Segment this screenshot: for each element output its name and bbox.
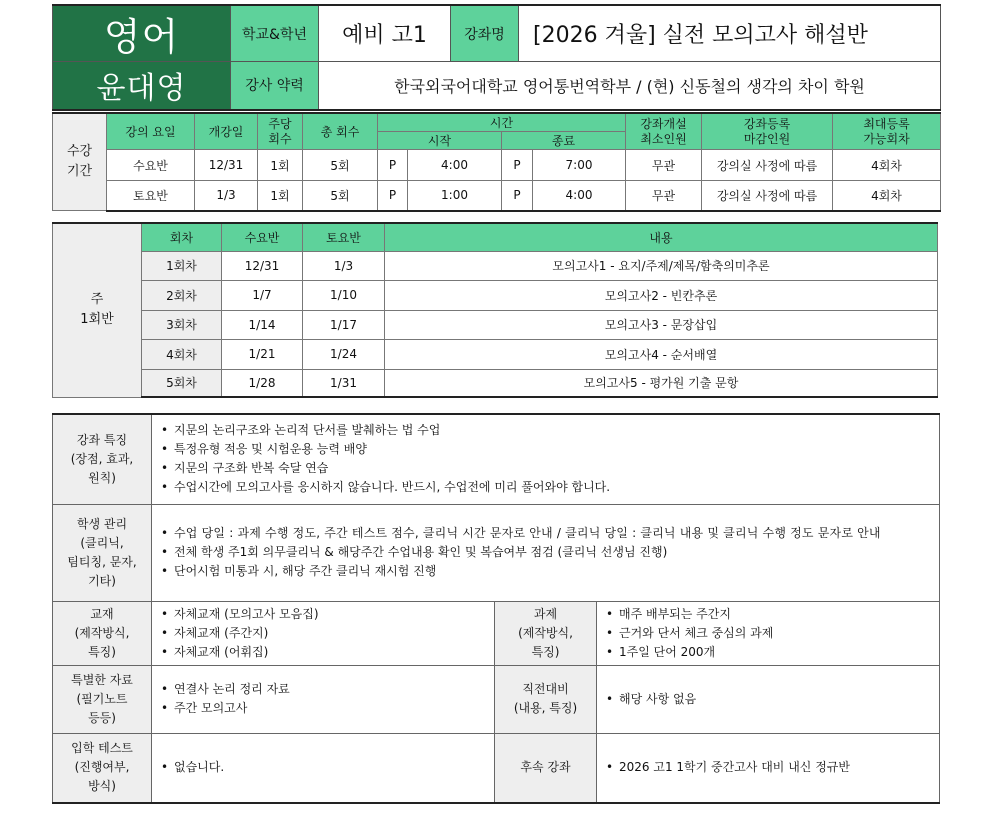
list-item: • 자체교재 (모의고사 모음집)	[160, 605, 486, 624]
row-max: 4회차	[833, 150, 941, 181]
row-start-ampm: P	[378, 150, 408, 181]
exam-prep-label-line2: (내용, 특징)	[513, 701, 578, 715]
list-item: • 2026 고1 1학기 중간고사 대비 내신 정규반	[605, 758, 931, 777]
table-row	[53, 150, 941, 181]
list-item: • 없습니다.	[160, 758, 486, 777]
exam-prep-content	[597, 665, 940, 733]
table-row	[53, 310, 938, 339]
textbook-row	[53, 601, 940, 665]
management-label-line4: 기타)	[88, 573, 116, 588]
list-item: • 지문의 논리구조와 논리적 단서를 발췌하는 법 수업	[160, 421, 931, 440]
row-session: 1회차	[142, 251, 222, 280]
course-label: 강좌명	[451, 5, 519, 62]
row-sat: 1/17	[303, 310, 385, 339]
homework-label-line1: 과제	[533, 606, 558, 621]
row-day: 수요반	[107, 150, 195, 181]
features-row	[53, 414, 940, 504]
entrance-label	[53, 733, 152, 803]
list-item: • 수업시간에 모의고사를 응시하지 않습니다. 반드시, 수업전에 미리 풀어와야 합니다.	[160, 478, 931, 497]
row-total: 5회	[303, 181, 378, 211]
col-time-end: 종료	[502, 132, 626, 150]
col-start-date: 개강일	[195, 113, 258, 150]
schedule-label-line1: 수강	[66, 144, 93, 159]
grade-label: 학교&학년	[231, 5, 319, 62]
col-deadline-line2: 마감인원	[743, 131, 791, 146]
course-info-table	[52, 413, 940, 804]
materials-label-line3: 등등)	[88, 710, 116, 725]
exam-prep-label-line1: 직전대비	[522, 682, 569, 696]
row-total: 5회	[303, 150, 378, 181]
row-end-ampm: P	[502, 181, 533, 211]
materials-label-line2: (필기노트	[76, 691, 128, 706]
col-wed: 수요반	[222, 223, 303, 251]
row-content: 모의고사2 - 빈칸추론	[385, 280, 938, 310]
management-content	[152, 504, 940, 601]
row-session: 2회차	[142, 280, 222, 310]
col-total: 총 회수	[303, 113, 378, 150]
list-item: • 해당 사항 없음	[605, 690, 931, 709]
row-wed: 1/7	[222, 280, 303, 310]
entrance-label-line2: (진행여부,	[74, 760, 130, 775]
row-wed: 1/21	[222, 339, 303, 369]
table-row	[53, 181, 941, 211]
teacher-name: 윤대영	[53, 62, 231, 110]
col-min-line2: 최소인원	[640, 131, 687, 146]
weekly-label-line2: 1회반	[80, 312, 114, 328]
col-content: 내용	[385, 223, 938, 251]
materials-label-line1: 특별한 자료	[71, 672, 133, 687]
subject-title: 영어	[103, 15, 180, 59]
features-label-line2: (장점, 효과,	[70, 451, 134, 466]
table-row	[53, 369, 938, 397]
textbook-content	[152, 601, 495, 665]
col-session: 회차	[142, 223, 222, 251]
col-deadline	[702, 113, 833, 150]
row-weekly: 1회	[258, 150, 303, 181]
row-max: 4회차	[833, 181, 941, 211]
col-min-line1: 강좌개설	[640, 116, 687, 131]
schedule-label-line2: 기간	[66, 164, 93, 179]
col-day: 강의 요일	[107, 113, 195, 150]
homework-label-line3: 특징)	[531, 644, 560, 659]
col-min	[626, 113, 702, 150]
homework-content	[597, 601, 940, 665]
homework-label	[495, 601, 597, 665]
row-min: 무관	[626, 150, 702, 181]
row-start-time: 4:00	[408, 150, 502, 181]
management-label	[53, 504, 152, 601]
features-label-line1: 강좌 특징	[76, 432, 128, 447]
subject-cell	[53, 5, 231, 62]
row-sat: 1/31	[303, 369, 385, 397]
list-item: • 지문의 구조화 반복 숙달 연습	[160, 459, 931, 478]
col-weekly-line2: 회수	[268, 131, 292, 146]
row-session: 3회차	[142, 310, 222, 339]
col-time: 시간	[378, 113, 626, 132]
col-time-start: 시작	[378, 132, 502, 150]
course-header-table	[52, 4, 941, 111]
row-deadline: 강의실 사정에 따름	[702, 181, 833, 211]
textbook-label-line3: 특징)	[88, 644, 116, 659]
list-item: • 자체교재 (어휘집)	[160, 643, 486, 662]
textbook-label-line2: (제작방식,	[74, 625, 130, 640]
management-row	[53, 504, 940, 601]
col-sat: 토요반	[303, 223, 385, 251]
course-title: [2026 겨울] 실전 모의고사 해설반	[519, 5, 941, 62]
list-item: • 매주 배부되는 주간지	[605, 605, 931, 624]
col-max	[833, 113, 941, 150]
row-wed: 1/14	[222, 310, 303, 339]
management-label-line3: 팀티칭, 문자,	[67, 554, 137, 569]
weekly-section-label	[53, 223, 142, 397]
row-sat: 1/10	[303, 280, 385, 310]
table-row	[53, 280, 938, 310]
table-row	[53, 251, 938, 280]
row-sat: 1/24	[303, 339, 385, 369]
row-sat: 1/3	[303, 251, 385, 280]
row-start-time: 1:00	[408, 181, 502, 211]
row-end-time: 4:00	[533, 181, 626, 211]
follow-up-label	[495, 733, 597, 803]
materials-content	[152, 665, 495, 733]
entrance-row	[53, 733, 940, 803]
list-item: • 전체 학생 주1회 의무클리닉 & 해당주간 수업내용 확인 및 복습여부 점검 (클리닉 선생님 진행)	[160, 543, 931, 562]
col-deadline-line1: 강좌등록	[743, 116, 791, 131]
row-session: 5회차	[142, 369, 222, 397]
profile-label: 강사 약력	[231, 62, 319, 110]
row-session: 4회차	[142, 339, 222, 369]
management-label-line2: (클리닉,	[80, 535, 124, 550]
row-content: 모의고사1 - 요지/주제/제목/함축의미추론	[385, 251, 938, 280]
row-content: 모의고사4 - 순서배열	[385, 339, 938, 369]
row-start-date: 1/3	[195, 181, 258, 211]
col-max-line1: 최대등록	[863, 116, 910, 131]
features-label-line3: 원칙)	[88, 470, 116, 485]
row-end-time: 7:00	[533, 150, 626, 181]
row-wed: 12/31	[222, 251, 303, 280]
materials-row	[53, 665, 940, 733]
list-item: • 연결사 논리 정리 자료	[160, 680, 486, 699]
row-weekly: 1회	[258, 181, 303, 211]
row-wed: 1/28	[222, 369, 303, 397]
col-weekly-line1: 주당	[268, 116, 292, 131]
table-row	[53, 339, 938, 369]
follow-up-label-line1: 후속 강좌	[520, 760, 571, 775]
features-content	[152, 414, 940, 504]
row-start-ampm: P	[378, 181, 408, 211]
teacher-profile: 한국외국어대학교 영어통번역학부 / (현) 신동철의 생각의 차이 학원	[319, 62, 941, 110]
entrance-label-line3: 방식)	[88, 779, 116, 794]
entrance-content	[152, 733, 495, 803]
weekly-label-line1: 주	[90, 292, 104, 308]
list-item: • 수업 당일 : 과제 수행 정도, 주간 테스트 점수, 클리닉 시간 문자로 안내 / 클리닉 당일 : 클리닉 내용 및 클리닉 수행 정도 문자로 안내	[160, 524, 931, 543]
schedule-table	[52, 112, 941, 212]
list-item: • 근거와 단서 체크 중심의 과제	[605, 624, 931, 643]
textbook-label	[53, 601, 152, 665]
row-start-date: 12/31	[195, 150, 258, 181]
row-content: 모의고사3 - 문장삽입	[385, 310, 938, 339]
col-weekly	[258, 113, 303, 150]
materials-label	[53, 665, 152, 733]
list-item: • 자체교재 (주간지)	[160, 624, 486, 643]
col-max-line2: 가능회차	[863, 131, 910, 146]
row-deadline: 강의실 사정에 따름	[702, 150, 833, 181]
list-item: • 주간 모의고사	[160, 699, 486, 718]
row-content: 모의고사5 - 평가원 기출 문항	[385, 369, 938, 397]
follow-up-content	[597, 733, 940, 803]
weekly-plan-table	[52, 222, 938, 398]
entrance-label-line1: 입학 테스트	[71, 741, 133, 756]
row-min: 무관	[626, 181, 702, 211]
exam-prep-label	[495, 665, 597, 733]
list-item: • 단어시험 미통과 시, 해당 주간 클리닉 재시험 진행	[160, 562, 931, 581]
grade-value: 예비 고1	[319, 5, 451, 62]
management-label-line1: 학생 관리	[76, 516, 128, 531]
homework-label-line2: (제작방식,	[518, 625, 573, 640]
list-item: • 특정유형 적응 및 시험운용 능력 배양	[160, 440, 931, 459]
list-item: • 1주일 단어 200개	[605, 643, 931, 662]
features-label	[53, 414, 152, 504]
row-end-ampm: P	[502, 150, 533, 181]
row-day: 토요반	[107, 181, 195, 211]
schedule-section-label	[53, 113, 107, 211]
textbook-label-line1: 교재	[90, 606, 114, 621]
